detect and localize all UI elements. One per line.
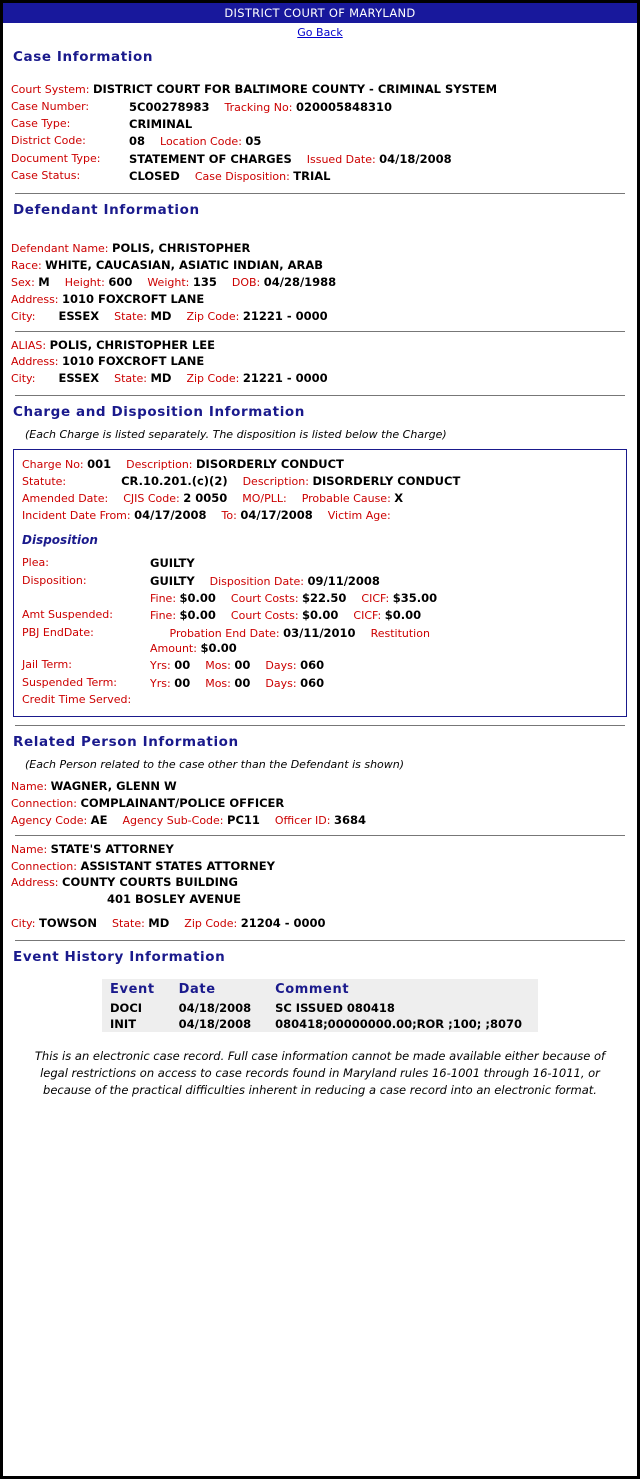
pbj-end-date-label: PBJ EndDate: (22, 625, 94, 639)
court-costs-value: $22.50 (302, 591, 347, 606)
person-address-row (11, 875, 629, 891)
address-label: Address: (11, 292, 59, 306)
related-person-note: (Each Person related to the case other than the Defendant is shown) (25, 758, 405, 772)
defendant-city-row (11, 309, 629, 325)
defendant-information-heading: Defendant Information (13, 202, 200, 219)
case-number-label: Case Number: (11, 99, 90, 113)
amt-susp-fine-value: $0.00 (179, 608, 216, 623)
amt-susp-costs-label: Court Costs: (230, 609, 299, 623)
amended-date-label: Amended Date: (22, 491, 109, 505)
go-back-link[interactable]: Go Back (297, 26, 343, 39)
person-connection-row (11, 796, 629, 812)
alias-address-label: Address: (11, 355, 59, 369)
case-status-row (11, 168, 629, 185)
jail-mos-value: 00 (234, 658, 251, 673)
column-header-comment: Comment (275, 981, 350, 997)
case-type-value: CRIMINAL (129, 117, 193, 132)
person-name-label: Name: (11, 842, 48, 856)
person-connection-value: COMPLAINANT/POLICE OFFICER (80, 795, 285, 810)
defendant-name-row (11, 241, 629, 257)
agency-sub-code-label: Agency Sub-Code: (122, 813, 224, 827)
height-label: Height: (64, 276, 105, 290)
cjis-code-value: 2 0050 (183, 490, 228, 505)
suspended-term-row (22, 675, 618, 692)
charge-box (13, 449, 627, 717)
go-back-container (3, 23, 637, 41)
alias-zip-label: Zip Code: (186, 372, 240, 386)
jail-yrs-value: 00 (174, 658, 191, 673)
suspended-term-label: Suspended Term: (22, 675, 118, 689)
document-type-value: STATEMENT OF CHARGES (129, 151, 292, 166)
jail-days-value: 060 (300, 658, 325, 673)
fines-row (22, 590, 618, 607)
amt-susp-cicf-label: CICF: (353, 609, 382, 623)
agency-sub-code-value: PC11 (227, 812, 260, 827)
state-label: State: (114, 309, 147, 323)
weight-label: Weight: (147, 276, 190, 290)
height-value: 600 (108, 275, 133, 290)
statute-value: CR.10.201.(c)(2) (121, 473, 228, 488)
disposition-date-value: 09/11/2008 (307, 573, 380, 588)
alias-state-label: State: (114, 372, 147, 386)
agency-code-value: AE (90, 812, 108, 827)
cjis-code-label: CJIS Code: (123, 491, 180, 505)
person-name-value: WAGNER, GLENN W (50, 779, 177, 794)
case-disposition-label: Case Disposition: (194, 170, 290, 184)
restitution-amount-value: $0.00 (200, 640, 237, 655)
susp-days-value: 060 (300, 675, 325, 690)
alias-zip-value: 21221 - 0000 (242, 371, 328, 386)
alias-city-value: ESSEX (58, 371, 100, 386)
event-history-table-wrap (11, 979, 629, 1032)
person-city-row (11, 916, 629, 932)
susp-yrs-label: Yrs: (150, 676, 171, 690)
person-address-line2-row (11, 892, 629, 908)
person-connection-row (11, 859, 629, 875)
person-state-value: MD (148, 916, 170, 931)
person-address-label: Address: (11, 876, 59, 890)
disposition-table (22, 555, 618, 708)
fine-value: $0.00 (179, 591, 216, 606)
person-zip-value: 21204 - 0000 (240, 916, 326, 931)
restitution-amount-label: Amount: (150, 641, 197, 655)
case-info-table (11, 99, 629, 185)
susp-mos-value: 00 (234, 675, 251, 690)
divider (15, 725, 625, 726)
person-state-label: State: (111, 917, 145, 931)
address-value: 1010 FOXCROFT LANE (62, 291, 205, 306)
agency-code-label: Agency Code: (11, 813, 88, 827)
defendant-name-label: Defendant Name: (11, 242, 109, 256)
officer-id-label: Officer ID: (274, 813, 331, 827)
court-system-label: Court System: (11, 83, 90, 96)
statute-label: Statute: (22, 474, 67, 488)
person-name-row (11, 842, 629, 858)
disposition-heading: Disposition (22, 533, 98, 548)
issued-date-label: Issued Date: (306, 152, 376, 166)
person-zip-label: Zip Code: (184, 917, 238, 931)
person-address-line1: COUNTY COURTS BUILDING (62, 875, 238, 890)
weight-value: 135 (192, 275, 217, 290)
credit-time-served-row (22, 692, 618, 708)
location-code-label: Location Code: (160, 135, 242, 149)
incident-date-row (22, 508, 618, 524)
amt-susp-fine-label: Fine: (150, 609, 177, 623)
court-system-row (11, 82, 629, 98)
case-type-row (11, 116, 629, 133)
case-number-value: 5C00278983 (129, 99, 210, 114)
alias-state-value: MD (150, 371, 172, 386)
disposition-label: Disposition: (22, 573, 87, 587)
charge-note: (Each Charge is listed separately. The disposition is listed below the Charge) (25, 428, 447, 442)
person-address-line2: 401 BOSLEY AVENUE (107, 892, 242, 907)
defendant-name-value: POLIS, CHRISTOPHER (112, 241, 251, 256)
alias-city-row (11, 371, 629, 387)
amended-date-row (22, 491, 618, 507)
plea-label: Plea: (22, 556, 49, 570)
event-cell: INIT (110, 1016, 137, 1031)
location-code-value: 05 (245, 134, 262, 149)
susp-days-label: Days: (265, 676, 297, 690)
amt-susp-cicf-value: $0.00 (384, 608, 422, 623)
issued-date-value: 04/18/2008 (379, 151, 452, 166)
person-city-value: TOWSON (38, 916, 97, 931)
charge-no-row (22, 457, 618, 473)
district-code-label: District Code: (11, 134, 86, 148)
charge-description-value: DISORDERLY CONDUCT (196, 457, 344, 472)
alias-row (11, 338, 629, 354)
column-header-event: Event (110, 981, 155, 997)
statute-description-label: Description: (242, 474, 309, 488)
case-status-label: Case Status: (11, 169, 81, 183)
charge-no-label: Charge No: (22, 458, 84, 472)
city-label: City: (11, 309, 36, 323)
document-type-row (11, 151, 629, 168)
cicf-label: CICF: (361, 592, 390, 606)
victim-age-label: Victim Age: (327, 508, 391, 522)
statute-description-value: DISORDERLY CONDUCT (312, 473, 461, 488)
case-status-value: CLOSED (129, 169, 180, 184)
alias-address-row (11, 354, 629, 370)
person-agency-row (11, 813, 629, 829)
charge-information-heading: Charge and Disposition Information (13, 404, 306, 421)
probation-end-date-label: Probation End Date: (169, 626, 280, 640)
pbj-end-date-row (22, 625, 618, 658)
jail-mos-label: Mos: (205, 659, 231, 673)
charge-no-value: 001 (87, 457, 112, 472)
case-number-row (11, 99, 629, 116)
table-row (102, 1000, 538, 1016)
race-label: Race: (11, 259, 42, 273)
disposition-date-label: Disposition Date: (209, 574, 304, 588)
state-value: MD (150, 308, 172, 323)
alias-city-label: City: (11, 372, 36, 386)
mopll-label: MO/PLL: (242, 491, 287, 505)
fine-label: Fine: (150, 592, 177, 606)
officer-id-value: 3684 (333, 812, 366, 827)
restitution-label: Restitution (370, 626, 430, 640)
city-value: ESSEX (58, 308, 100, 323)
susp-mos-label: Mos: (205, 676, 231, 690)
plea-value: GUILTY (150, 556, 195, 571)
incident-date-to-value: 04/17/2008 (240, 507, 313, 522)
statute-row (22, 474, 618, 490)
credit-time-served-label: Credit Time Served: (22, 692, 132, 706)
probable-cause-label: Probable Cause: (301, 491, 391, 505)
alias-address-value: 1010 FOXCROFT LANE (62, 354, 205, 369)
court-system-value: DISTRICT COURT FOR BALTIMORE COUNTY - CRIMINAL SYSTEM (92, 82, 498, 96)
disposition-value: GUILTY (150, 573, 195, 588)
dob-label: DOB: (231, 276, 261, 290)
sex-value: M (38, 275, 50, 290)
incident-date-from-value: 04/17/2008 (134, 507, 207, 522)
disclaimer-text: This is an electronic case record. Full case information cannot be made available either because of legal restrictions on access to case records found in Maryland rules 16-1001 through 16-1011, or because of the practical difficulties inherent in reducing a case record into an electronic format. (34, 1048, 606, 1098)
defendant-sex-row (11, 275, 629, 291)
defendant-address-row (11, 292, 629, 308)
table-row (102, 1016, 538, 1032)
susp-yrs-value: 00 (174, 675, 191, 690)
column-header-date: Date (178, 981, 216, 997)
person-name-value: STATE'S ATTORNEY (50, 841, 174, 856)
jail-term-row (22, 657, 618, 674)
document-type-label: Document Type: (11, 151, 101, 165)
incident-date-to-label: To: (221, 508, 237, 522)
person-city-label: City: (11, 917, 36, 931)
tracking-no-value: 020005848310 (295, 99, 392, 114)
jail-days-label: Days: (265, 659, 297, 673)
amt-susp-costs-value: $0.00 (302, 608, 339, 623)
event-cell: DOCI (110, 1000, 143, 1015)
dob-value: 04/28/1988 (263, 275, 337, 290)
date-cell: 04/18/2008 (178, 1016, 252, 1031)
person-name-row (11, 779, 629, 795)
case-type-label: Case Type: (11, 117, 71, 131)
case-information-heading: Case Information (13, 49, 154, 65)
alias-value: POLIS, CHRISTOPHER LEE (49, 337, 215, 352)
cicf-value: $35.00 (392, 591, 438, 606)
plea-row (22, 555, 618, 572)
related-person-entry (11, 779, 629, 829)
tracking-no-label: Tracking No: (224, 100, 293, 114)
alias-label: ALIAS: (11, 338, 47, 352)
sex-label: Sex: (11, 276, 35, 290)
comment-cell: 080418;00000000.00;ROR ;100; ;8070 (275, 1016, 522, 1031)
page-content (3, 49, 637, 1116)
district-code-value: 08 (129, 134, 146, 149)
jail-yrs-label: Yrs: (150, 659, 171, 673)
race-value: WHITE, CAUCASIAN, ASIATIC INDIAN, ARAB (45, 258, 324, 273)
district-code-row (11, 133, 629, 150)
divider (15, 835, 625, 836)
zip-label: Zip Code: (186, 309, 240, 323)
person-connection-value: ASSISTANT STATES ATTORNEY (80, 858, 275, 873)
probation-end-date-value: 03/11/2010 (283, 625, 356, 640)
divider (15, 331, 625, 332)
defendant-race-row (11, 258, 629, 274)
amt-suspended-row (22, 607, 618, 624)
divider (15, 395, 625, 396)
divider (15, 940, 625, 941)
amt-suspended-label: Amt Suspended: (22, 608, 113, 622)
case-disposition-value: TRIAL (293, 169, 331, 184)
date-cell: 04/18/2008 (178, 1000, 252, 1015)
divider (15, 193, 625, 194)
person-name-label: Name: (11, 780, 48, 794)
event-history-table (102, 979, 538, 1032)
comment-cell: SC ISSUED 080418 (275, 1000, 395, 1015)
charge-description-label: Description: (126, 458, 193, 472)
court-costs-label: Court Costs: (230, 592, 299, 606)
disposition-row (22, 573, 618, 590)
event-history-heading: Event History Information (13, 948, 226, 965)
page-title: DISTRICT COURT OF MARYLAND (3, 3, 637, 23)
person-connection-label: Connection: (11, 859, 77, 873)
incident-date-from-label: Incident Date From: (22, 508, 131, 522)
jail-term-label: Jail Term: (22, 658, 72, 672)
zip-value: 21221 - 0000 (242, 308, 328, 323)
person-connection-label: Connection: (11, 796, 77, 810)
table-header-row (102, 979, 538, 1000)
probable-cause-value: X (394, 490, 404, 505)
related-person-entry (11, 842, 629, 932)
related-person-heading: Related Person Information (13, 734, 239, 751)
